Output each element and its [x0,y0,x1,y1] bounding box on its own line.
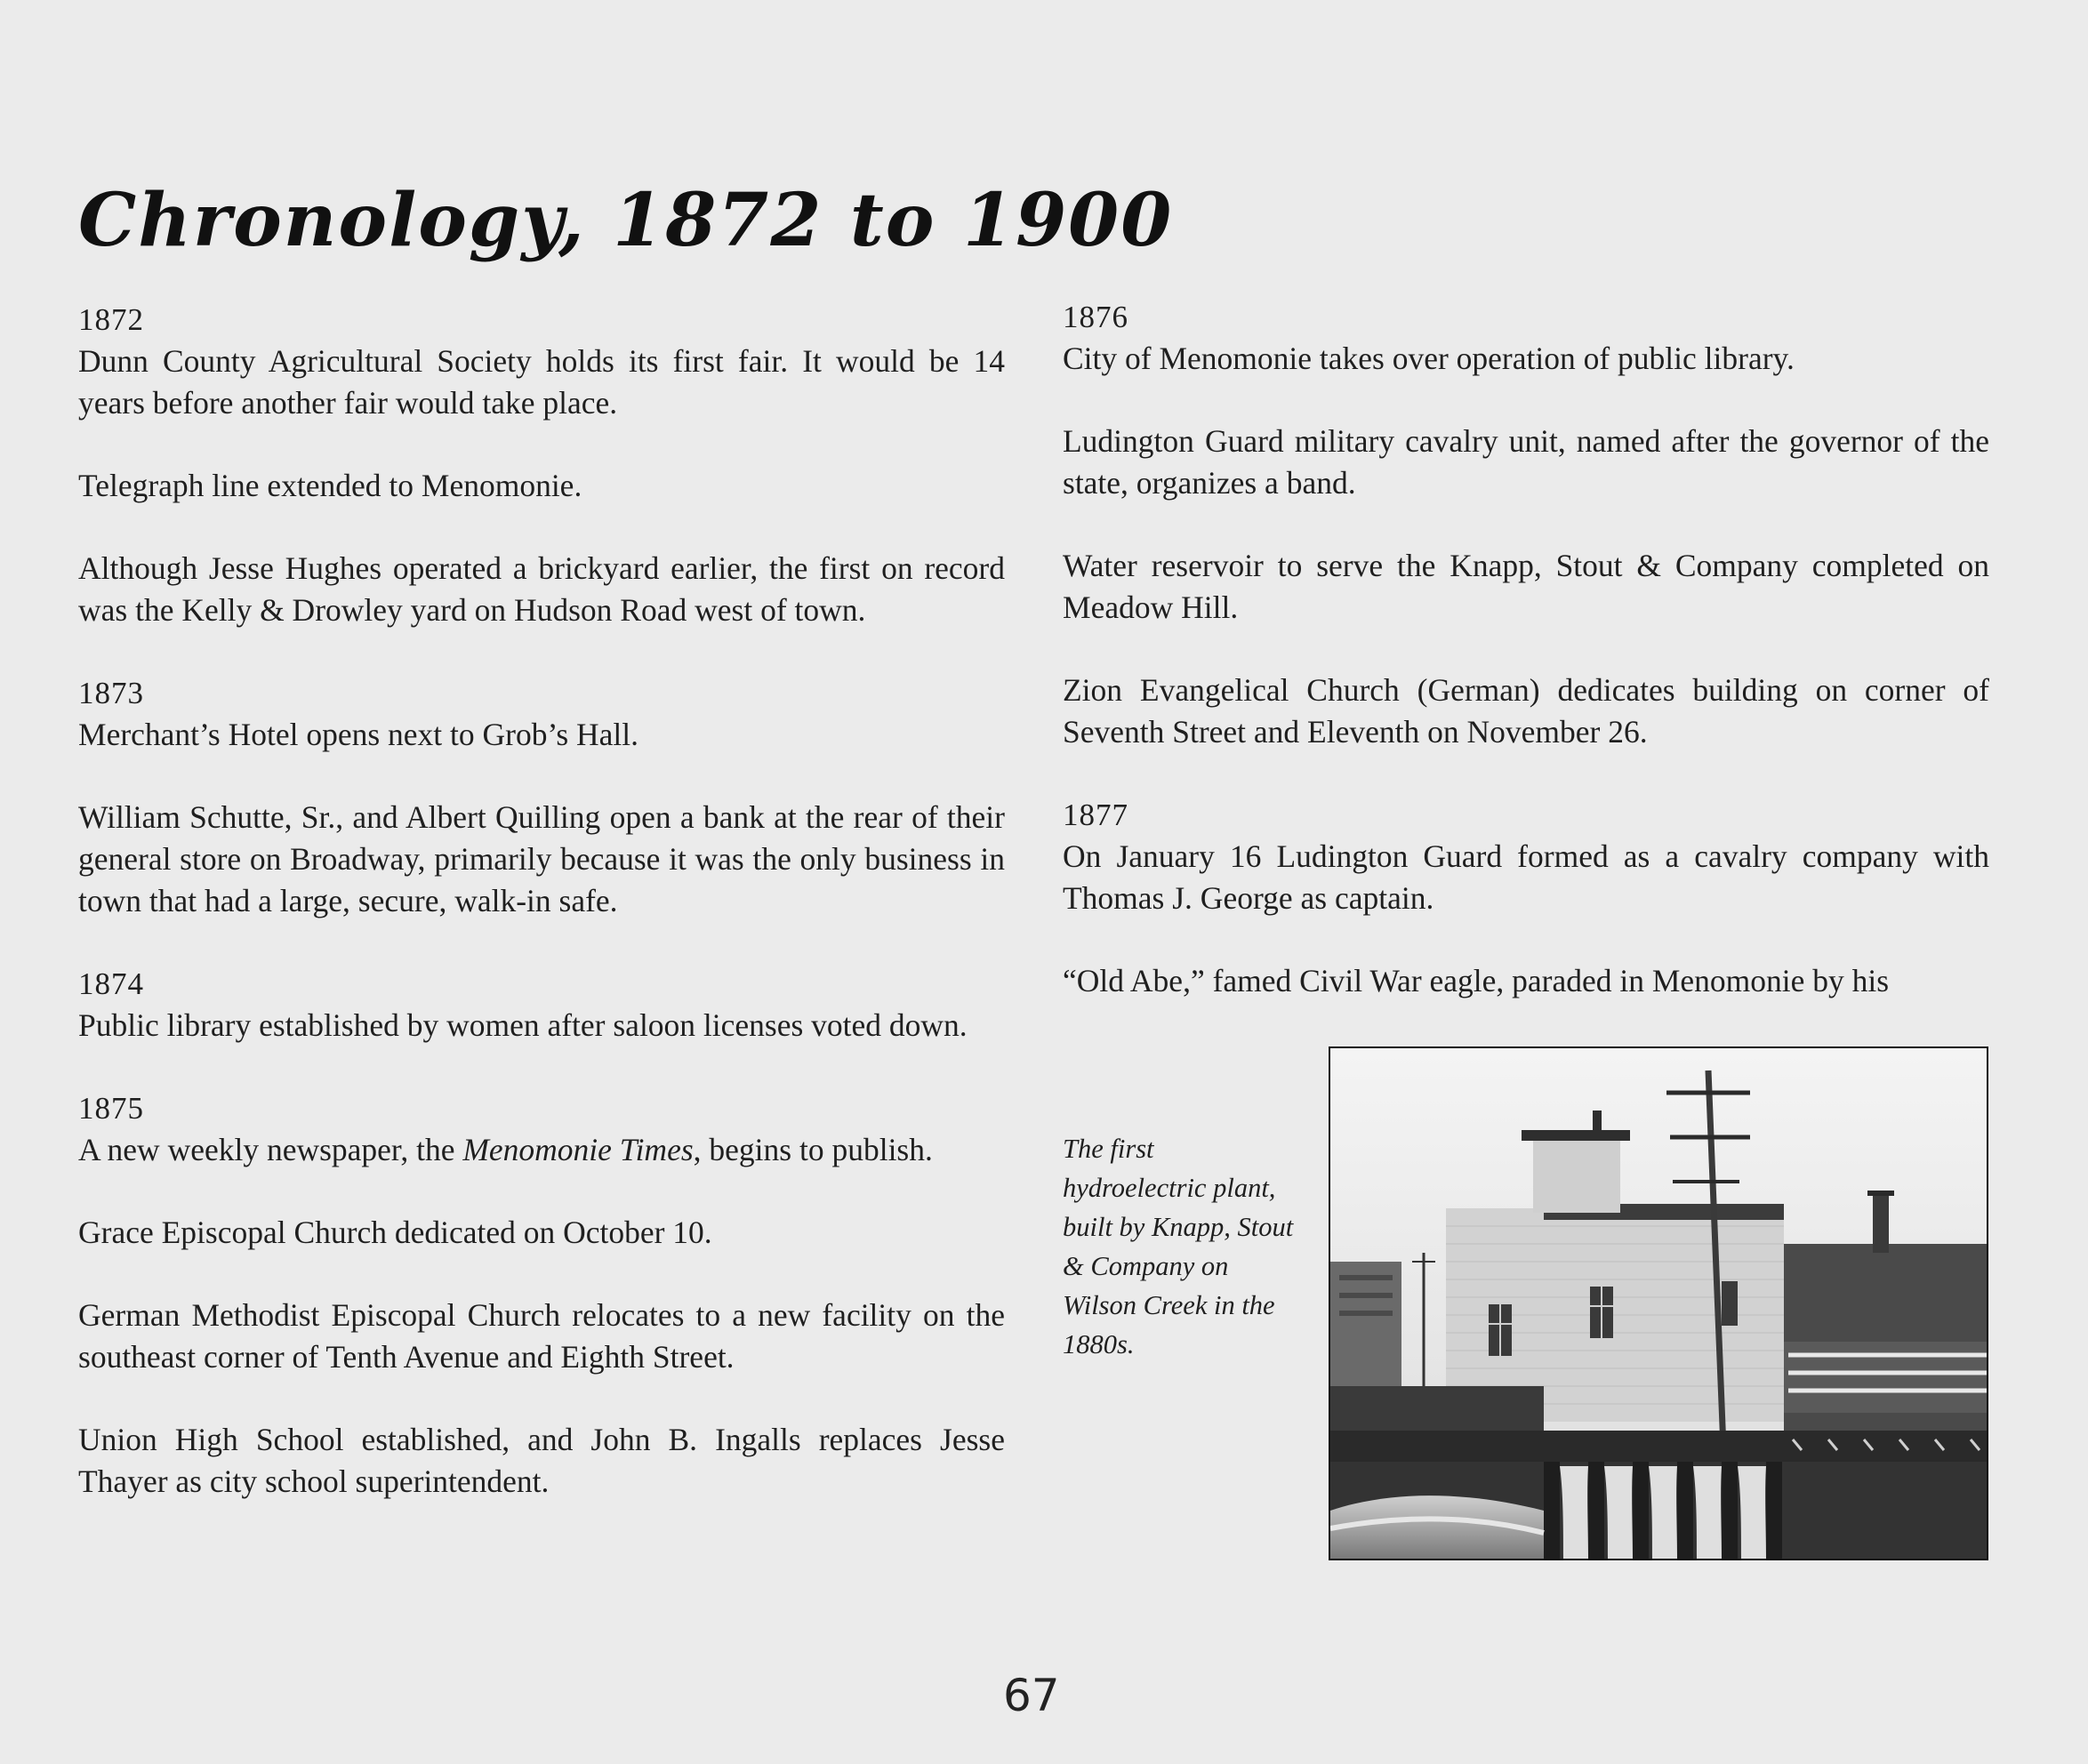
entry-text: Telegraph line extended to Menomonie. [78,468,582,503]
entry-text: Water reservoir to serve the Knapp, Stout & Company completed on Meadow Hill. [1063,548,1989,625]
year-block-1874 [78,963,1005,1046]
entry-text: “Old Abe,” famed Civil War eagle, paraded in Menomonie by his [1063,963,1890,998]
entry-text: Grace Episcopal Church dedicated on October 10. [78,1215,712,1250]
year-heading: 1874 [78,966,144,1001]
page-number: 67 [1003,1670,1060,1721]
year-heading: 1872 [78,302,144,337]
year-heading: 1873 [78,676,144,710]
year-heading: 1877 [1063,798,1128,832]
year-heading: 1876 [1063,300,1128,334]
entry-text: Ludington Guard military cavalry unit, named after the governor of the state, organizes a band. [1063,423,1989,501]
newspaper-title: Menomonie Times [462,1132,694,1167]
page-title: Chronology, 1872 to 1900 [78,178,1174,263]
photo-illustration [1330,1048,1987,1559]
entry-text: Merchant’s Hotel opens next to Grob’s Hall. [78,717,639,752]
entry-text-part: , begins to publish. [693,1132,933,1167]
year-block-1875 [78,1087,1005,1503]
entry-text: City of Menomonie takes over operation of public library. [1063,341,1795,376]
right-column [1063,296,1989,1043]
year-block-1872 [78,299,1005,631]
entry-text-newspaper [78,1129,1005,1171]
entry-text: Union High School established, and John B. Ingalls replaces Jesse Thayer as city school superintendent. [78,1422,1005,1499]
photo-caption: The first hydroelectric plant, built by Knapp, Stout & Company on Wilson Creek in the 1880s. [1063,1134,1294,1359]
entry-text: German Methodist Episcopal Church relocates to a new facility on the southeast corner of Tenth Avenue and Eighth Street. [78,1297,1005,1375]
entry-text: On January 16 Ludington Guard formed as a cavalry company with Thomas J. George as captain. [1063,838,1989,916]
year-block-1876 [1063,296,1989,753]
entry-text: Zion Evangelical Church (German) dedicates building on corner of Seventh Street and Eleventh on November 26. [1063,672,1989,750]
year-block-1877 [1063,794,1989,1002]
entry-text: Dunn County Agricultural Society holds its first fair. It would be 14 years before another fair would take place. [78,343,1005,421]
entry-text-part: A new weekly newspaper, the [78,1132,463,1167]
entry-text: Public library established by women after saloon licenses voted down. [78,1007,968,1043]
year-heading: 1875 [78,1091,144,1126]
entry-text: William Schutte, Sr., and Albert Quilling open a bank at the rear of their general store on Broadway, primarily because it was the only business in town that had a large, secure, walk-in safe. [78,799,1005,918]
year-block-1873 [78,672,1005,922]
hydroelectric-plant-photo [1329,1046,1988,1560]
left-column [78,299,1005,1544]
entry-text: Although Jesse Hughes operated a brickyard earlier, the first on record was the Kelly & Drowley yard on Hudson Road west of town. [78,550,1005,628]
